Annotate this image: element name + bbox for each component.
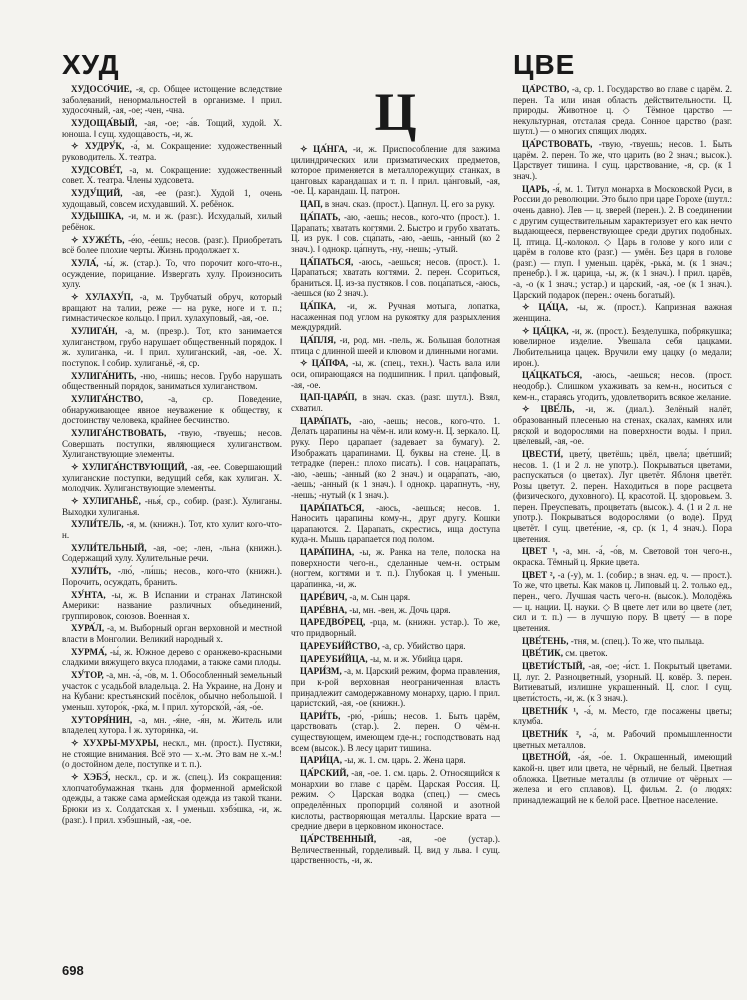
headword: ХУЛА́, (71, 258, 99, 269)
dictionary-entry (62, 647, 282, 668)
dictionary-entry (513, 139, 732, 181)
headword: ЦАРА́ПАТЬСЯ, (300, 502, 365, 513)
dictionary-entry (62, 211, 282, 232)
definition: нескл., ср. и ж. (спец.). Из сокращения: хлопчатобумажная ткань для форменной армейской одежды, а также сама армейская одежда из такой ткани. Брюки из х. Солдатская х. ‖ уменьш. хэбэ́шка, -и, ж. (разг.). ‖ прил. хэбэ́шный, -ая, -ое. (62, 772, 282, 825)
headword: ЦАРИ́ЦА, (300, 755, 342, 766)
headword: ЦАРИ́ЗМ, (300, 666, 342, 677)
dictionary-entry (62, 670, 282, 712)
definition: -ая, -ое. 1. см. царь. 2. Относящийся к монархии во главе с царём. Царская Россия. Ц. режим. ◇ Царская водка (спец.) — смесь определённых пропорций соляной и азотной кислоты, растворяющая металлы. Царские врата — средние двери в церковном иконостасе. (291, 768, 500, 832)
headword: ЦВЕТ ¹, (522, 546, 558, 557)
dictionary-entry (62, 371, 282, 392)
headword: ХУЛИГА́НИТЬ, (71, 370, 137, 381)
new-word-diamond-icon: ✧ (522, 325, 533, 336)
definition: -твую, -твуешь; несов. Совершать поступки, являющиеся хулиганством. Хулиганствующие элементы. (62, 428, 282, 460)
dictionary-entry (291, 335, 500, 356)
new-word-diamond-icon: ✧ (71, 462, 83, 473)
dictionary-entry (291, 503, 500, 545)
dictionary-entry (291, 392, 500, 413)
definition: -аюсь, -аешься; несов. 1. Наносить царапины кому-н., друг другу. Кошки царапаются. 2. Царапать, скрестись, ища доступа куда-н. Мышь царапается под полом. (291, 502, 500, 545)
definition: -а, м. Трубчатый обруч, который вращают на талии, реже — на руке, ноге и т. п.; гимнастическое кольцо. ‖ прил. хулаху́повый, -ая, -ое. (62, 292, 282, 324)
headword: ХУЛИГА́Н, (71, 326, 118, 337)
headword: ЦАРА́ПАТЬ, (300, 415, 352, 426)
dictionary-entry (62, 566, 282, 587)
dictionary-entry (513, 370, 732, 402)
headword: ЦВЕТНИ́К ², (522, 729, 582, 740)
dictionary-entry (62, 738, 282, 770)
dictionary-entry (62, 772, 282, 825)
definition: -ая, -ое; -лен, -льна (книжн.). Содержащий хулу. Хулительные речи. (62, 542, 282, 564)
definition: -а, м. Выборный орган верховной и местной власти в Монголии. Великий народный х. (62, 623, 282, 645)
dictionary-entry (291, 416, 500, 501)
definition: цвету́, цветёшь; цвёл, цвела́; цве́тший; несов. 1. (1 и 2 л. не употр.). Покрываться цветами, распускаться (о цветах). Луг цветёт. Яблоня цветёт. Розы цветут. 2. перен. Находиться в поре расцвета (физического, духовного). Ц. красотой. Ц. здоровьем. 3. перен. Преуспевать, процветать (высок.). 4. (1 и 2 л. не употр.). Покрываться водорослями (о воде). Пруд цветёт. ‖ сущ. цвете́ние, -я, ср. (к 1, 4 знач.). Пора цветения. (513, 448, 732, 544)
headword: ХУЛИГАНЬЁ, (82, 496, 141, 506)
headword: ЦАРЕДВО́РЕЦ, (300, 617, 366, 628)
dictionary-entry (513, 546, 732, 567)
dictionary-entry (291, 547, 500, 589)
definition: -твую, -твуешь; несов. 1. Быть царём. 2. перен. То же, что царить (во 2 знач.; высок.). Царствует тишина. ‖ сущ. ца́рствование, -я, ср. (к 1 знач.). (513, 139, 732, 181)
definition: -и, род. мн. -пель, ж. Большая болотная птица с длинной шеей и клювом и длинными ногами. (291, 335, 500, 356)
new-word-diamond-icon: ✧ (71, 141, 85, 152)
definition: -рю́, -ри́шь; несов. 1. Быть царём, царствовать (стар.). 2. перен. О чём-н. существующем, имеющем где-н.; господствовать над всем (высок.). В лесу царит тишина. (291, 710, 500, 753)
dictionary-entry (291, 768, 500, 832)
headword: ХУЛИ́ТЬ, (71, 566, 112, 577)
new-word-diamond-icon: ✧ (71, 496, 83, 506)
dictionary-entry (62, 623, 282, 644)
definition: -лю́, -ли́шь; несов., кого-что (книжн.). Порочить, осуждать, бранить. (62, 566, 282, 587)
headword: ЦА́ПКА, (300, 301, 336, 312)
dictionary-entry (291, 212, 500, 254)
definition: -ая, -ое; -и́ст. 1. Покрытый цветами. Ц. луг. 2. Разноцветный, узорный. Ц. ковёр. 3. перен. Витиеватый, излишне украшенный. Ц. слог. ‖ сущ. цвети́стость, -и, ж. (к 3 знач.). (513, 661, 732, 703)
dictionary-entry (291, 199, 500, 210)
definition: -ы, ж. (прост.). Капризная важная женщина. (513, 302, 732, 324)
definition: -е́ю, -е́ешь; несов. (разг.). Приобретать всё более плохие черты. Жизнь продолжает х. (62, 234, 282, 256)
headword: ЦВЕТ ², (522, 569, 555, 580)
definition: -тня, м. (спец.). То же, что пыльца. (570, 635, 705, 646)
dictionary-entry (62, 292, 282, 324)
headword: ЦА́ПЛЯ, (300, 335, 336, 346)
headword: ЦВЕСТИ́, (522, 448, 563, 459)
dictionary-entry (62, 543, 282, 564)
dictionary-entry (291, 617, 500, 638)
definition: -рца, м. (книжн. устар.). То же, что придворный. (291, 617, 500, 638)
headword: ХУХРЫ-МУХРЫ, (82, 738, 159, 749)
headword: ХУЛИГА́НСТВО, (71, 394, 143, 405)
dictionary-entry (62, 326, 282, 368)
definition: в знач. сказ. (прост.). Цапнул. Ц. его за руку. (324, 199, 495, 210)
dictionary-entry (62, 394, 282, 426)
definition: -ая, -ее (разг.). Худой 1, очень худощавый, совсем исхудавший. Х. ребёнок. (62, 188, 282, 209)
definition: -а, ср. 1. Государство во главе с царём. 2. перен. Та или иная область действительности. Ц. природы. Животное ц. ◇ Тёмное царство — некультурная, отсталая среда. Сонное царство (разг. шутл.) — о многих спящих людях. (513, 84, 732, 137)
definition: -а, м. Сокращение: художественный совет. Х. театра. Члены худсовета. (62, 164, 282, 186)
definition: -а́, м. Рабочий промышленности цветных металлов. (513, 729, 732, 750)
headword: ХУЛИ́ТЕЛЬНЫЙ, (71, 542, 147, 553)
dictionary-entry (513, 184, 732, 301)
dictionary-entry (62, 165, 282, 186)
page-number: 698 (62, 963, 84, 978)
new-word-diamond-icon: ✧ (71, 772, 84, 783)
dictionary-entry (513, 729, 732, 750)
dictionary-entry (513, 661, 732, 703)
dictionary-entry (62, 258, 282, 290)
dictionary-entry (291, 144, 500, 197)
dictionary-entry (513, 706, 732, 727)
definition: -ы, м. и ж. Убийца царя. (369, 653, 463, 664)
definition: -ы, ж. Ранка на теле, полоска на поверхности чего-н., сделанные чем-н. острым (ногтем, когтями и т. п.). Глубокая ц. ‖ уменьш. цара́пинка, -и, ж. (291, 547, 500, 590)
dictionary-entry (62, 141, 282, 162)
column-3 (513, 84, 732, 976)
headword: ЦВЕТНИ́К ¹, (522, 705, 579, 716)
definition: -ы́, ж. (стар.). То, что порочит кого-что-н., осуждение, порицание. Извергать хулу. Произносить хулу. (62, 258, 282, 290)
running-head-left: ХУД (62, 49, 120, 80)
dictionary-entry (62, 715, 282, 736)
headword: ХУТОРЯ́НИН, (71, 714, 133, 725)
definition: -я, м. (книжн.). Тот, кто хулит кого-что-н. (62, 519, 282, 540)
definition: -а́я, -о́е. 1. Окрашенный, имеющий какой-н. цвет или цвета, не чёрный, не белый. Цветная обложка. Цветные металлы (в отличие от чёрных — железа и его сплавов). Ц. фильм. 2. (о людях: принадлежащий не к белой расе. Цветное население. (513, 752, 732, 805)
dictionary-entry (62, 188, 282, 209)
headword: ХУДОСО́ЧИЕ, (71, 84, 132, 94)
new-word-diamond-icon: ✧ (71, 234, 83, 245)
headword: ЦА́ЦКА, (532, 325, 569, 336)
headword: ХУЛАХУ́П, (85, 292, 133, 303)
headword: ЦА́ЦКАТЬСЯ, (522, 370, 583, 381)
headword: ЦВЕТНО́Й, (522, 752, 571, 763)
headword: ЦА́НГА, (313, 144, 348, 154)
definition: -я́, м. 1. Титул монарха в Московской Руси, в России до революции. Это было при царе Горохе (шутл.: очень давно). Лев — ц. зверей (перен.). 2. В соединении с другим существительным характеризует его как нечто выдающееся, первенствующее среди других подобных. Ц. птица. Ц.-колокол. ◇ Царь в голове у кого или с царём в голове кто (разг.) — умён. Без царя в голове (разг.) — глуп. ‖ уменьш. царёк, -рька́, м. (к 1 знач.; пренебр.). ‖ ж. цари́ца, -ы, ж. (к 1 знач.). ‖ прил. царёв, -а, -о (к 1 знач.; устар.) и ца́рский, -ая, -ое (к 1 знач.). Царский подарок (перен.: очень богатый). (513, 183, 732, 300)
headword: ЦВЕТИ́СТЫЙ, (522, 661, 585, 672)
dictionary-entry (291, 358, 500, 390)
definition: -а, м. Царский режим, форма правления, при к-рой верховная неограниченная власть принадлежит самодержавному монарху, царю. ‖ прил. цари́стский, -ая, -ое (книжн.). (291, 666, 500, 709)
definition: -а, мн. -а́, -о́в, м. 1. Обособленный земельный участок с усадьбой владельца. 2. На Украине, на Дону и на Кубани: крестьянский посёлок, обычно небольшой. ‖ уменьш. хуторо́к, -рка́, м. ‖ прил. ху́торско́й, -а́я, -о́е. (62, 670, 282, 712)
headword: ХУЛИ́ТЕЛЬ, (71, 519, 124, 530)
definition: -аю, -аешь; несов., кого-что. 1. Делать царапины на чём-н. или кому-н. Ц. зеркало. Ц. руку. Перо царапает (задевает за бумагу). 2. Изображать царапинами. Ц. буквы на стене. Ц. в тетрадке (перен.: плохо писать). ‖ сов. нацара́пать, -аю, -аешь; -анный (ко 2 знач.) и оцара́пать, -аю, -аешь; -анный (к 1 знач.). ‖ однокр. цара́пнуть, -ну, -нешь; -нутый (к 1 знач.). (291, 415, 500, 500)
dictionary-entry (291, 592, 500, 603)
dictionary-entry (291, 301, 500, 333)
definition: -ы, мн. -вен, ж. Дочь царя. (349, 604, 451, 615)
dictionary-entry (291, 834, 500, 866)
headword: ХУДСОВЕ́Т, (71, 164, 123, 175)
definition: -ая, -ое; -а́в. Тощий, худой. Х. юноша. ‖ сущ. худоща́вость, -и, ж. (62, 117, 282, 139)
definition: -а, м. (презр.). Тот, кто занимается хулиганством, грубо нарушает общественный порядок. ‖ ж. хулига́нка, -и. ‖ прил. хулига́нский, -ая, -ое. Х. поступок. ‖ собир. хулиганьё, -я́, ср. (62, 326, 282, 368)
definition: -и, ж. Ручная мотыга, лопатка, насаженная под углом на рукоятку для разрыхления междурядий. (291, 301, 500, 333)
dictionary-entry (513, 84, 732, 137)
headword: ХУ́НТА, (71, 589, 106, 600)
dictionary-entry (291, 755, 500, 766)
dictionary-entry (62, 462, 282, 494)
headword: ХУДРУ́К, (84, 141, 125, 152)
dictionary-entry (291, 257, 500, 299)
headword: ЦАП, (300, 199, 323, 210)
definition: -я, ср. Общее истощение вследствие заболеваний, ненормальностей в организме. ‖ прил. худосо́чный, -ая, -ое; -чен, -чна. (62, 84, 282, 116)
definition: -аюсь, -аешься; несов. (прост.). 1. Царапаться; хватать когтями. 2. перен. Ссориться, браниться. Ц. из-за пустяков. ‖ сов. поца́паться, -аюсь, -аешься (ко 2 знач.). (291, 256, 500, 299)
definition: -а, ср. Поведение, обнаруживающее явное неуважение к обществу, к достоинству человека, крайнее бесчинство. (62, 394, 282, 426)
new-word-diamond-icon: ✧ (71, 292, 86, 303)
headword: ЦАРЕУБИ́ЙСТВО, (300, 640, 380, 651)
headword: ХУДЫШКА, (71, 211, 124, 222)
headword: ЦВЕ́ТИК, (522, 648, 563, 659)
headword: ЦА́ПФА, (311, 358, 349, 369)
new-word-diamond-icon: ✧ (71, 738, 83, 749)
headword: ЦА́РСТВОВАТЬ, (522, 139, 593, 150)
headword: ЦА́ЦА, (538, 302, 568, 313)
new-word-diamond-icon: ✧ (522, 404, 541, 415)
dictionary-entry (62, 84, 282, 116)
headword: ХУЛИГА́НСТВОВАТЬ, (71, 428, 167, 439)
headword: ЦАРЬ, (522, 183, 550, 194)
headword: ЦА́ПАТЬ, (300, 211, 341, 222)
dictionary-entry (513, 326, 732, 368)
dictionary-entry (513, 449, 732, 544)
definition: -ню, -нишь; несов. Грубо нарушать общественный порядок, заниматься хулиганством. (62, 370, 282, 392)
dictionary-entry (291, 711, 500, 753)
headword: ХЭБЭ́, (83, 772, 111, 783)
new-word-diamond-icon: ✧ (300, 358, 312, 369)
definition: нескл., мн. (прост.). Пустяки, не стоящие внимания. Всё это — х.-м. Это вам не х.-м.! (о достойном деле, поступке и т. п.). (62, 738, 282, 770)
dictionary-entry (291, 666, 500, 708)
dictionary-entry (291, 605, 500, 616)
definition: -а, м. Сын царя. (349, 591, 411, 602)
headword: ЦАРЕ́ВНА, (300, 604, 347, 615)
headword: ХУДУ́ЩИЙ, (71, 188, 123, 199)
running-head-right: ЦВЕ (513, 49, 576, 80)
headword: ЦАРЕУБИ́ЙЦА, (300, 653, 368, 664)
column-2 (291, 84, 500, 976)
headword: ЦА́ПАТЬСЯ, (300, 256, 354, 267)
definition: в знач. сказ. (разг. шутл.). Взял, схватил. (291, 392, 500, 413)
headword: ЦАП-ЦАРА́П, (300, 392, 357, 403)
definition: -а, ср. Убийство царя. (382, 640, 466, 651)
headword: ЦАРА́ПИНА, (300, 547, 355, 558)
definition: -ы, ж. 1. см. царь. 2. Жена царя. (344, 755, 466, 766)
definition: -а, мн. -а́, -о́в, м. Световой тон чего-н., окраска. Тёмный ц. Яркие цвета. (513, 546, 732, 568)
dictionary-entry (62, 428, 282, 460)
headword: ЦАРЕ́ВИЧ, (300, 591, 348, 602)
definition: -ы́, ж. Южное дерево с оранжево-красными сладкими вяжущего вкуса плодами, а также сами плоды. (62, 646, 282, 668)
dictionary-entry (62, 590, 282, 622)
dictionary-entry (62, 519, 282, 540)
definition: см. цветок. (565, 648, 608, 659)
dictionary-entry (291, 641, 500, 652)
headword: ЦА́РСТВЕННЫЙ, (300, 833, 377, 844)
dictionary-entry (62, 235, 282, 256)
definition: -ая, -ее. Совершающий хулиганские поступки, ведущий себя, как хулиган. Х. молодчик. Хулиганствующие элементы. (62, 462, 282, 494)
new-word-diamond-icon: ✧ (522, 302, 539, 313)
definition: -аю, -аешь; несов., кого-что (прост.). 1. Царапать; хватать когтями. 2. Быстро и грубо хватать. Ц. из рук. ‖ сов. сца́пать, -аю, -аешь, -анный (ко 2 знач.). ‖ однокр. ца́пнуть, -ну, -нешь; -утый. (291, 211, 500, 254)
new-word-diamond-icon: ✧ (300, 144, 314, 154)
headword: ЦА́РСКИЙ, (300, 768, 349, 779)
headword: ХУРМА́, (71, 646, 107, 657)
column-1 (62, 84, 282, 976)
definition: -а́, м. Сокращение: художественный руководитель. Х. театра. (62, 141, 282, 162)
headword: ХУДОЩА́ВЫЙ, (71, 117, 138, 128)
definition: -ы, ж. В Испании и странах Латинской Америки: название различных объединений, группировок, союзов. Военная х. (62, 589, 282, 621)
section-letter: Ц (374, 84, 417, 142)
definition: -и, м. и ж. (разг.). Исхудалый, хилый ребёнок. (62, 211, 282, 233)
headword: ЦАРИ́ТЬ, (300, 710, 341, 721)
dictionary-entry (62, 496, 282, 517)
headword: ХУЖЕ́ТЬ, (82, 234, 125, 245)
headword: ЦВЕ́ТЕНЬ, (522, 635, 569, 646)
dictionary-entry (513, 570, 732, 634)
definition: -а́, м. Место, где посажены цветы; клумба. (513, 705, 732, 727)
headword: ХУ́ТОР, (71, 670, 104, 681)
headword: ЦВЕ́ЛЬ, (540, 404, 575, 415)
definition: -нья́, ср., собир. (разг.). Хулиганы. Выходки хулиганья. (62, 496, 282, 517)
dictionary-entry (513, 302, 732, 323)
dictionary-entry (291, 654, 500, 665)
definition: -а, мн. -я́не, -я́н, м. Житель или владелец хутора. ‖ ж. хуторя́нка, -и. (62, 714, 282, 736)
definition: -и, ж. Приспособление для зажима цилиндрических или призматических предметов, которое применяется в металлорежущих станках, в цанговых карандашах и т. п. ‖ прил. ца́нговый, -ая, -ое. Ц. карандаш. Ц. патрон. (291, 144, 500, 197)
definition: -и, ж. (прост.). Безделушка, побрякушка; ювелирное изделие. Увешала себя цацками. Любительница цацек. Вручили ему цацку (о медали; ирон.). (513, 325, 732, 368)
dictionary-entry (513, 404, 732, 446)
definition: -а (-у), м. 1. (собир.; в знач. ед. ч. — прост.). То же, что цветы. Как маков ц. Липовый ц. 2. только ед., перен., чего. Лучшая часть чего-н. (высок.). Молодёжь — ц. нации. Ц. науки. ◇ В цвете лет или во цвете (лет, сил и т. п.) — в лучшую пору. В цвету́ — в поре цветения. (513, 569, 732, 633)
definition: -аюсь, -аешься; несов. (прост. неодобр.). Слишком ухаживать за кем-н., носиться с кем-н., стараясь угодить, удовлетворить всякое желание. (513, 370, 732, 402)
definition: -ы, ж. (спец., техн.). Часть вала или оси, опирающаяся на подшипник. ‖ прил. ца́пфовый, -ая, -ое. (291, 358, 500, 390)
dictionary-entry (513, 648, 732, 659)
definition: -и, ж. (диал.). Зелёный налёт, образованный плесенью на стенах, скалах, камнях или ряской и водорослями на поверхности воды. ‖ прил. цве́левый, -ая, -ое. (513, 404, 732, 447)
dictionary-entry (62, 118, 282, 139)
definition: -ая, -ое (устар.). Величественный, горделивый. Ц. вид у льва. ‖ сущ. ца́рственность, -и, ж. (291, 833, 500, 866)
headword: ХУРА́Л, (71, 623, 105, 634)
headword: ХУЛИГА́НСТВУЮЩИЙ, (82, 462, 188, 473)
headword: ЦА́РСТВО, (522, 84, 570, 94)
dictionary-entry (513, 636, 732, 647)
dictionary-entry (513, 752, 732, 805)
